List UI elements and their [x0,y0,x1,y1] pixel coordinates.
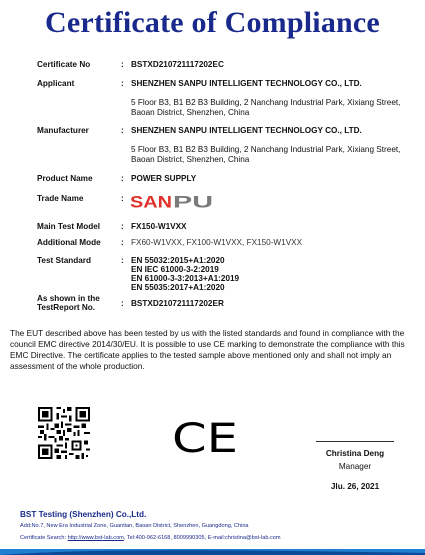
applicant-name: SHENZHEN SANPU INTELLIGENT TECHNOLOGY CO., LTD. [131,79,362,88]
footer-search-label: Certificate Search: [20,535,68,541]
report-label-line1: As shown in the [37,294,100,303]
colon: : [121,60,124,69]
certificate-no-label: Certificate No [37,60,91,69]
product-name-label: Product Name [37,174,93,183]
footer-search-link[interactable]: http://www.bst-lab.com [67,535,124,541]
main-test-model-label: Main Test Model [37,222,101,231]
additional-mode-label: Additional Mode [37,238,101,247]
report-label-line2: TestReport No. [37,303,96,312]
colon: : [121,256,124,265]
test-standard-3: EN 61000-3-3:2013+A1:2019 [131,274,240,283]
applicant-address: 5 Floor B3, B1 B2 B3 Building, 2 Nanchang Industrial Park, Xixiang Street, Baoan District, Shenzhen, China [131,98,401,117]
footer-search [20,535,281,541]
colon: : [121,174,124,183]
manufacturer-label: Manufacturer [37,126,89,135]
additional-mode-value: FX60-W1VXX, FX100-W1VXX, FX150-W1VXX [131,238,303,247]
manufacturer-address: 5 Floor B3, B1 B2 B3 Building, 2 Nanchang Industrial Park, Xixiang Street, Baoan District, Shenzhen, China [131,145,401,164]
colon: : [121,126,124,135]
colon: : [121,299,124,308]
product-name-value: POWER SUPPLY [131,174,197,183]
signature-date: Jlu. 26, 2021 [330,482,380,491]
sanpu-logo [130,193,214,210]
report-no-value: BSTXD210721117202ER [131,299,224,308]
manufacturer-name: SHENZHEN SANPU INTELLIGENT TECHNOLOGY CO., LTD. [131,126,362,135]
applicant-label: Applicant [37,79,75,88]
footer-bar [0,549,425,555]
colon: : [121,194,124,203]
footer-company: BST Testing (Shenzhen) Co.,Ltd. [20,510,147,519]
colon: : [121,238,124,247]
footer-contacts: , Tel:400-962-6168, 8009990305, E-mail:christina@bst-lab.com [123,535,281,541]
compliance-statement: The EUT described above has been tested by us with the listed standards and found in compliance with the council EMC directive 2014/30/EU. It is possible to use CE marking to demonstrate the compliance with this EMC Directive. The certificate applies to the tested sample above mentioned only and shall not imply an assessment of the whole production. [10,328,405,371]
colon: : [121,79,124,88]
test-standard-1: EN 55032:2015+A1:2020 [131,256,225,265]
svg-text:PU: PU [173,193,213,210]
signatory-title: Manager [338,462,372,471]
trade-name-label: Trade Name [37,194,84,203]
svg-text:CE: CE [172,418,238,456]
footer-address: Add:No.7, New Era Industrial Zone, Guantian, Baoan District, Shenzhen, Guangdong, China [20,523,249,529]
test-standard-4: EN 55035:2017+A1:2020 [131,283,225,292]
ce-mark [170,418,240,456]
colon: : [121,222,124,231]
qr-code [38,407,90,459]
svg-text:SAN: SAN [130,193,172,210]
certificate-title: Certificate of Compliance [45,6,380,39]
main-test-model-value: FX150-W1VXX [131,222,187,231]
test-standard-2: EN IEC 61000-3-2:2019 [131,265,219,274]
signature-line [316,441,394,442]
certificate-no-value: BSTXD210721117202EC [131,60,224,69]
signatory-name: Christina Deng [325,449,385,458]
test-standard-label: Test Standard [37,256,91,265]
